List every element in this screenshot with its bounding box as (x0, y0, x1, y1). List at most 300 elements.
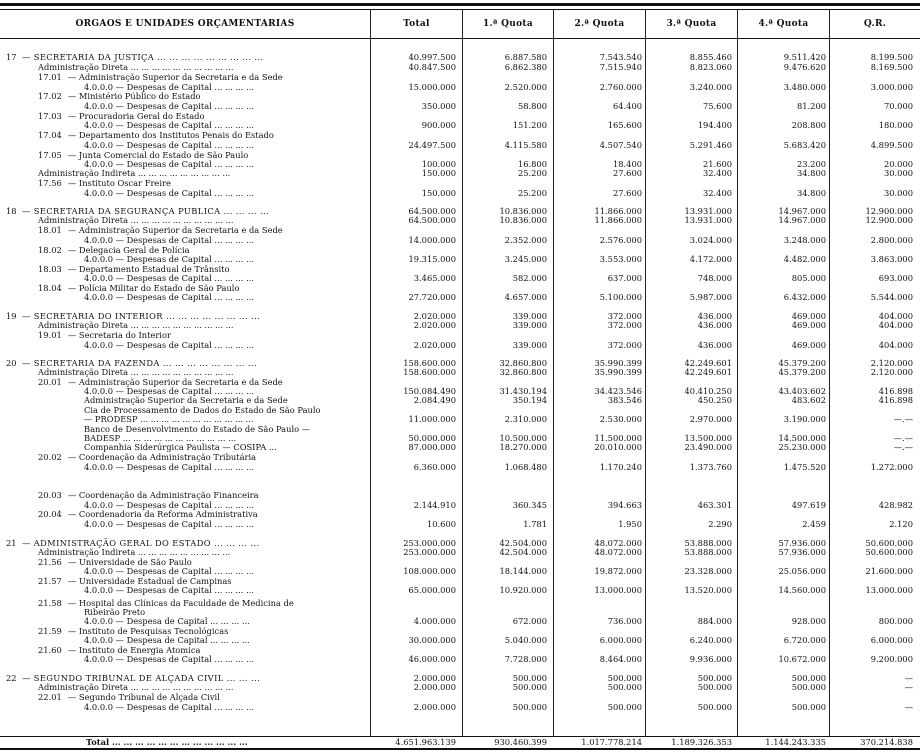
cell-value: 736.000 (607, 616, 642, 626)
cell-value: 339.000 (512, 340, 547, 350)
cell-value: 450.250 (697, 395, 732, 405)
row-label: — Instituto Oscar Freire (68, 178, 171, 188)
cell-value: 53.888.000 (684, 547, 732, 557)
cell-value: 14.560.000 (778, 585, 826, 595)
cell-value: 360.345 (512, 500, 547, 510)
cell-value: 21.600 (702, 159, 732, 169)
row-label: — SEGUNDO TRIBUNAL DE ALÇADA CIVIL ... ... ... (22, 673, 261, 683)
cell-value: 40.847.500 (408, 62, 456, 72)
cell-value: 14.967.000 (778, 206, 826, 216)
cell-value: 27.600 (612, 188, 642, 198)
row-label: 4.0.0.0 — Despesas de Capital ... ... ... ... (84, 140, 254, 150)
row-label: — PRODESP ... ... ... ... ... ... ... ... ... ... ... (84, 414, 254, 424)
row-label: Administração Indireta ... ... ... ... ... ... ... ... ... (38, 168, 231, 178)
cell-value: 11.000.000 (408, 414, 456, 424)
cell-value: 500.000 (697, 673, 732, 683)
cell-value: 800.000 (878, 616, 913, 626)
row-code: 17.04 (38, 130, 62, 140)
row-code: 17.56 (38, 178, 62, 188)
cell-value: 27.720.000 (408, 292, 456, 302)
cell-value: 4.657.000 (504, 292, 547, 302)
header-quota-2: 2.ª Quota (574, 19, 625, 29)
cell-value: 404.000 (878, 340, 913, 350)
cell-value: 372.000 (607, 320, 642, 330)
cell-value: 64.500.000 (408, 215, 456, 225)
cell-value: 805.000 (791, 273, 826, 283)
cell-value: 58.800 (517, 101, 547, 111)
cell-value: 48.072.000 (594, 538, 642, 548)
cell-value: 500.000 (607, 673, 642, 683)
table-row (0, 340, 920, 351)
cell-value: 30.000 (883, 188, 913, 198)
cell-value: 8.464.000 (599, 654, 642, 664)
cell-value: 4.507.540 (599, 140, 642, 150)
cell-value: 253.000.000 (403, 538, 456, 548)
cell-value: 339.000 (512, 320, 547, 330)
row-label: 4.0.0.0 — Despesas de Capital ... ... ... ... (84, 519, 254, 529)
cell-value: 884.000 (697, 616, 732, 626)
row-label: Ribeirão Preto (84, 607, 146, 617)
cell-value: 57.936.000 (778, 538, 826, 548)
cell-value: 6.432.000 (783, 292, 826, 302)
cell-value: 416.898 (878, 395, 913, 405)
cell-value: 2.084.490 (413, 395, 456, 405)
total-value: 1.017.778.214 (581, 737, 642, 747)
cell-value: 50.600.000 (865, 547, 913, 557)
row-code: 20.01 (38, 377, 62, 387)
table-row (0, 462, 920, 473)
cell-value: 10.836.000 (499, 215, 547, 225)
cell-value: 436.000 (697, 340, 732, 350)
row-label: 4.0.0.0 — Despesas de Capital ... ... ... ... (84, 292, 254, 302)
cell-value: 3.553.000 (599, 254, 642, 264)
cell-value: 8.855.460 (689, 52, 732, 62)
row-label: Administração Direta ... ... ... ... ... ... ... ... ... ... (38, 367, 234, 377)
cell-value: 672.000 (512, 616, 547, 626)
cell-value: 13.931.000 (684, 215, 732, 225)
row-label: 4.0.0.0 — Despesas de Capital ... ... ... ... (84, 654, 254, 664)
cell-value: 483.602 (791, 395, 826, 405)
cell-value: 6.360.000 (413, 462, 456, 472)
cell-value: 48.072.000 (594, 547, 642, 557)
cell-value: 6.862.380 (504, 62, 547, 72)
row-label: — Secretaria do Interior (68, 330, 171, 340)
cell-value: 18.270.000 (499, 442, 547, 452)
row-code: 17 (6, 52, 17, 62)
cell-value: 3.248.000 (783, 235, 826, 245)
row-code: 21.57 (38, 576, 62, 586)
cell-value: 500.000 (697, 702, 732, 712)
cell-value: 32.860.800 (499, 367, 547, 377)
row-label: — Junta Comercial do Estado de São Paulo (68, 150, 249, 160)
cell-value: 151.200 (512, 120, 547, 130)
cell-value: 10.836.000 (499, 206, 547, 216)
cell-value: 2.310.000 (504, 414, 547, 424)
cell-value: 6.000.000 (599, 635, 642, 645)
cell-value: 64.400 (612, 101, 642, 111)
cell-value: 383.546 (607, 395, 642, 405)
row-code: 17.01 (38, 72, 62, 82)
cell-value: 2.144.910 (413, 500, 456, 510)
cell-value: 15.000.000 (408, 82, 456, 92)
cell-value: 500.000 (791, 702, 826, 712)
cell-value: 497.619 (791, 500, 826, 510)
cell-value: 35.990.399 (594, 367, 642, 377)
cell-value: — (904, 702, 913, 712)
cell-value: 25.200 (517, 188, 547, 198)
row-label: — Procuradoria Geral do Estado (68, 111, 205, 121)
cell-value: 70.000 (883, 101, 913, 111)
cell-value: 4.899.500 (870, 140, 913, 150)
row-label: Administração Direta ... ... ... ... ... ... ... ... ... ... (38, 320, 234, 330)
cell-value: 13.931.000 (684, 206, 732, 216)
row-label: — Segundo Tribunal de Alçada Civil (68, 692, 220, 702)
cell-value: 81.200 (796, 101, 826, 111)
row-label: — Administração Superior da Secretaria e da Sede (68, 72, 283, 82)
row-label: — Instituto de Energia Atomica (68, 645, 201, 655)
cell-value: 2.520.000 (504, 82, 547, 92)
row-code: 17.03 (38, 111, 62, 121)
cell-value: 404.000 (878, 311, 913, 321)
table-row (0, 702, 920, 713)
cell-value: 23.200 (796, 159, 826, 169)
row-label: — Administração Superior da Secretaria e da Sede (68, 225, 283, 235)
header-quota-4: 4.ª Quota (758, 19, 809, 29)
cell-value: 11.866.000 (594, 215, 642, 225)
cell-value: 20.000 (883, 159, 913, 169)
cell-value: 14.000.000 (408, 235, 456, 245)
cell-value: 21.600.000 (865, 566, 913, 576)
cell-value: 20.010.000 (594, 442, 642, 452)
cell-value: 4.115.580 (504, 140, 547, 150)
cell-value: 13.000.000 (865, 585, 913, 595)
cell-value: 57.936.000 (778, 547, 826, 557)
cell-value: 18.400 (612, 159, 642, 169)
row-label: — Ministério Público do Estado (68, 91, 201, 101)
cell-value: —.— (893, 442, 913, 452)
row-code: 20 (6, 358, 17, 368)
cell-value: 2.760.000 (599, 82, 642, 92)
cell-value: 2.290 (708, 519, 732, 529)
cell-value: 6.720.000 (783, 635, 826, 645)
cell-value: 3.863.000 (870, 254, 913, 264)
header-total: Total (403, 19, 430, 29)
cell-value: 32.860.800 (499, 358, 547, 368)
cell-value: 372.000 (607, 311, 642, 321)
cell-value: 42.249.601 (684, 358, 732, 368)
total-value: 930.460.399 (494, 737, 547, 747)
row-label: 4.0.0.0 — Despesas de Capital ... ... ... ... (84, 702, 254, 712)
bottom-rule (0, 748, 920, 750)
row-code: 21 (6, 538, 17, 548)
row-label: 4.0.0.0 — Despesas de Capital ... ... ... ... (84, 101, 254, 111)
cell-value: 2.120.000 (870, 358, 913, 368)
cell-value: 2.120.000 (870, 367, 913, 377)
cell-value: 108.000.000 (403, 566, 456, 576)
row-code: 17.02 (38, 91, 62, 101)
cell-value: 6.887.580 (504, 52, 547, 62)
row-code: 19.01 (38, 330, 62, 340)
cell-value: 500.000 (512, 673, 547, 683)
row-label: 4.0.0.0 — Despesas de Capital ... ... ... ... (84, 120, 254, 130)
cell-value: 23.490.000 (684, 442, 732, 452)
cell-value: 27.600 (612, 168, 642, 178)
header-quota-1: 1.ª Quota (483, 19, 533, 29)
cell-value: 34.800 (796, 188, 826, 198)
cell-value: 32.400 (702, 188, 732, 198)
cell-value: 45.379.200 (778, 358, 826, 368)
cell-value: 158.600.000 (403, 367, 456, 377)
cell-value: 1.781 (523, 519, 547, 529)
cell-value: 30.000.000 (408, 635, 456, 645)
cell-value: 150.084.490 (403, 386, 456, 396)
cell-value: 1.272.000 (870, 462, 913, 472)
cell-value: 4.000.000 (413, 616, 456, 626)
row-label: Cia de Processamento de Dados do Estado de São Paulo (84, 405, 321, 415)
row-label: Administração Superior da Secretaria e da Sede (84, 395, 288, 405)
cell-value: 100.000 (421, 159, 456, 169)
row-code: 18 (6, 206, 17, 216)
cell-value: 165.600 (607, 120, 642, 130)
cell-value: —.— (893, 433, 913, 443)
row-label: 4.0.0.0 — Despesa de Capital ... ... ... ... (84, 616, 250, 626)
row-code: 22 (6, 673, 17, 683)
row-label: BADESP ... ... ... ... ... ... ... ... ... ... ... (84, 433, 237, 443)
header-label: ORGAOS E UNIDADES ORÇAMENTARIAS (75, 19, 295, 29)
cell-value: 1.950 (618, 519, 642, 529)
cell-value: 23.328.000 (684, 566, 732, 576)
cell-value: 5.683.420 (783, 140, 826, 150)
row-code: 20.02 (38, 452, 62, 462)
cell-value: 31.430.194 (499, 386, 547, 396)
cell-value: 50.600.000 (865, 538, 913, 548)
table-row (0, 519, 920, 530)
cell-value: 6.240.000 (689, 635, 732, 645)
cell-value: 12.900.000 (865, 206, 913, 216)
row-code: 21.60 (38, 645, 62, 655)
cell-value: 5.040.000 (504, 635, 547, 645)
cell-value: 1.068.480 (504, 462, 547, 472)
header-quota-3: 3.ª Quota (666, 19, 717, 29)
row-label: — Departamento dos Institutos Penais do Estado (68, 130, 274, 140)
table-row (0, 654, 920, 665)
cell-value: 748.000 (697, 273, 732, 283)
cell-value: 208.800 (791, 120, 826, 130)
cell-value: 13.000.000 (594, 585, 642, 595)
cell-value: 582.000 (512, 273, 547, 283)
row-label: Companhia Siderúrgica Paulista — COSIPA ... (84, 442, 277, 452)
cell-value: 372.000 (607, 340, 642, 350)
cell-value: 463.301 (697, 500, 732, 510)
row-label: 4.0.0.0 — Despesa de Capital ... ... ... ... (84, 635, 250, 645)
row-label: 4.0.0.0 — Despesas de Capital ... ... ... ... (84, 566, 254, 576)
cell-value: 394.663 (607, 500, 642, 510)
cell-value: 87.000.000 (408, 442, 456, 452)
cell-value: 3.480.000 (783, 82, 826, 92)
cell-value: 150.000 (421, 188, 456, 198)
cell-value: 25.056.000 (778, 566, 826, 576)
row-label: — Coordenadoria da Reforma Administrativa (68, 509, 258, 519)
cell-value: 928.000 (791, 616, 826, 626)
cell-value: 194.400 (697, 120, 732, 130)
cell-value: 32.400 (702, 168, 732, 178)
row-code: 20.04 (38, 509, 62, 519)
row-label: 4.0.0.0 — Despesas de Capital ... ... ... ... (84, 273, 254, 283)
cell-value: 3.240.000 (689, 82, 732, 92)
cell-value: 13.520.000 (684, 585, 732, 595)
cell-value: 2.970.000 (689, 414, 732, 424)
total-value: 1.144.243.335 (765, 737, 826, 747)
cell-value: 2.800.000 (870, 235, 913, 245)
row-label: — Coordenação da Administração Tributária (68, 452, 257, 462)
row-label: 4.0.0.0 — Despesas de Capital ... ... ... ... (84, 188, 254, 198)
header-rule (0, 38, 920, 39)
cell-value: 469.000 (791, 340, 826, 350)
cell-value: 10.500.000 (499, 433, 547, 443)
row-code: 17.05 (38, 150, 62, 160)
cell-value: 46.000.000 (408, 654, 456, 664)
cell-value: 34.800 (796, 168, 826, 178)
cell-value: 1.475.520 (783, 462, 826, 472)
cell-value: 19.872.000 (594, 566, 642, 576)
total-label: Total ... ... ... ... ... ... ... ... ... ... ... ... (86, 737, 248, 747)
cell-value: 25.200 (517, 168, 547, 178)
cell-value: 180.000 (878, 120, 913, 130)
row-label: — Universidade Estadual de Campinas (68, 576, 232, 586)
cell-value: 2.000.000 (413, 682, 456, 692)
cell-value: 3.245.000 (504, 254, 547, 264)
cell-value: 10.672.000 (778, 654, 826, 664)
cell-value: 4.172.000 (689, 254, 732, 264)
cell-value: —.— (893, 414, 913, 424)
cell-value: 7.728.000 (504, 654, 547, 664)
cell-value: 2.000.000 (413, 673, 456, 683)
row-code: 18.01 (38, 225, 62, 235)
row-label: Administração Direta ... ... ... ... ... ... ... ... ... ... (38, 682, 234, 692)
row-code: 21.59 (38, 626, 62, 636)
cell-value: 40.997.500 (408, 52, 456, 62)
row-label: 4.0.0.0 — Despesas de Capital ... ... ... ... (84, 585, 254, 595)
cell-value: 2.000.000 (413, 702, 456, 712)
cell-value: 5.291.460 (689, 140, 732, 150)
table-row (0, 292, 920, 303)
cell-value: 5.544.000 (870, 292, 913, 302)
row-label: 4.0.0.0 — Despesas de Capital ... ... ... ... (84, 462, 254, 472)
total-row (0, 737, 920, 748)
cell-value: — (904, 673, 913, 683)
row-label: — Hospital das Clínicas da Faculdade de Medicina de (68, 598, 294, 608)
cell-value: 4.482.000 (783, 254, 826, 264)
row-code: 21.56 (38, 557, 62, 567)
row-code: 20.03 (38, 490, 62, 500)
row-label: 4.0.0.0 — Despesas de Capital ... ... ... ... (84, 340, 254, 350)
cell-value: 8.199.500 (870, 52, 913, 62)
cell-value: 9.511.420 (783, 52, 826, 62)
cell-value: 13.500.000 (684, 433, 732, 443)
cell-value: 428.982 (878, 500, 913, 510)
cell-value: 693.000 (878, 273, 913, 283)
cell-value: 50.000.000 (408, 433, 456, 443)
cell-value: 64.500.000 (408, 206, 456, 216)
total-value: 4.651.963.139 (395, 737, 456, 747)
cell-value: 3.000.000 (870, 82, 913, 92)
cell-value: 500.000 (607, 702, 642, 712)
cell-value: 2.352.000 (504, 235, 547, 245)
cell-value: 900.000 (421, 120, 456, 130)
cell-value: 24.497.500 (408, 140, 456, 150)
cell-value: 25.230.000 (778, 442, 826, 452)
cell-value: 500.000 (512, 682, 547, 692)
cell-value: 5.100.000 (599, 292, 642, 302)
row-label: Administração Direta ... ... ... ... ... ... ... ... ... ... (38, 215, 234, 225)
row-label: Administração Direta ... ... ... ... ... ... ... ... ... ... (38, 62, 234, 72)
cell-value: 8.169.500 (870, 62, 913, 72)
cell-value: 158.600.000 (403, 358, 456, 368)
cell-value: 10.920.000 (499, 585, 547, 595)
total-value: 370.214.838 (860, 737, 913, 747)
cell-value: 1.373.760 (689, 462, 732, 472)
row-label: — SECRETARIA DO INTERIOR ... ... ... ... ... ... ... ... (22, 311, 261, 321)
cell-value: 7.515.940 (599, 62, 642, 72)
row-code: 19 (6, 311, 17, 321)
cell-value: 2.120 (889, 519, 913, 529)
cell-value: 14.967.000 (778, 215, 826, 225)
cell-value: 9.936.000 (689, 654, 732, 664)
cell-value: 500.000 (607, 682, 642, 692)
cell-value: 500.000 (697, 682, 732, 692)
cell-value: 150.000 (421, 168, 456, 178)
cell-value: 8.823.060 (689, 62, 732, 72)
cell-value: 6.000.000 (870, 635, 913, 645)
row-code: 18.04 (38, 283, 62, 293)
row-label: — Instituto de Pesquisas Tecnológicas (68, 626, 229, 636)
row-label: 4.0.0.0 — Despesas de Capital ... ... ... ... (84, 235, 254, 245)
cell-value: 500.000 (791, 673, 826, 683)
cell-value: 2.020.000 (413, 340, 456, 350)
cell-value: 11.866.000 (594, 206, 642, 216)
cell-value: 469.000 (791, 320, 826, 330)
row-label: — ADMINISTRAÇÃO GERAL DO ESTADO ... ... ... ... (22, 538, 260, 548)
row-label: — Departamento Estadual de Trânsito (68, 264, 230, 274)
row-code: 21.58 (38, 598, 62, 608)
top-rule (0, 3, 920, 6)
cell-value: 11.500.000 (594, 433, 642, 443)
row-label: — Coordenação da Administração Financeira (68, 490, 259, 500)
cell-value: 7.543.540 (599, 52, 642, 62)
row-label: — Polícia Militar do Estado de São Paulo (68, 283, 240, 293)
row-code: 18.03 (38, 264, 62, 274)
cell-value: 5.987.000 (689, 292, 732, 302)
row-label: — Delegacia Geral de Polícia (68, 245, 190, 255)
cell-value: 350.000 (421, 101, 456, 111)
cell-value: 10.600 (426, 519, 456, 529)
cell-value: 404.000 (878, 320, 913, 330)
row-label: — SECRETARIA DA FAZENDA ... ... ... ... ... ... ... ... (22, 358, 257, 368)
row-label: Banco de Desenvolvimento do Estado de São Paulo — (84, 424, 311, 434)
cell-value: 43.403.602 (778, 386, 826, 396)
cell-value: 2.530.000 (599, 414, 642, 424)
cell-value: 2.459 (802, 519, 826, 529)
table-row (0, 585, 920, 596)
cell-value: 65.000.000 (408, 585, 456, 595)
cell-value: 9.200.000 (870, 654, 913, 664)
row-label: 4.0.0.0 — Despesas de Capital ... ... ... ... (84, 386, 254, 396)
cell-value: 16.800 (517, 159, 547, 169)
cell-value: 469.000 (791, 311, 826, 321)
cell-value: 436.000 (697, 320, 732, 330)
cell-value: 2.020.000 (413, 311, 456, 321)
cell-value: 3.024.000 (689, 235, 732, 245)
